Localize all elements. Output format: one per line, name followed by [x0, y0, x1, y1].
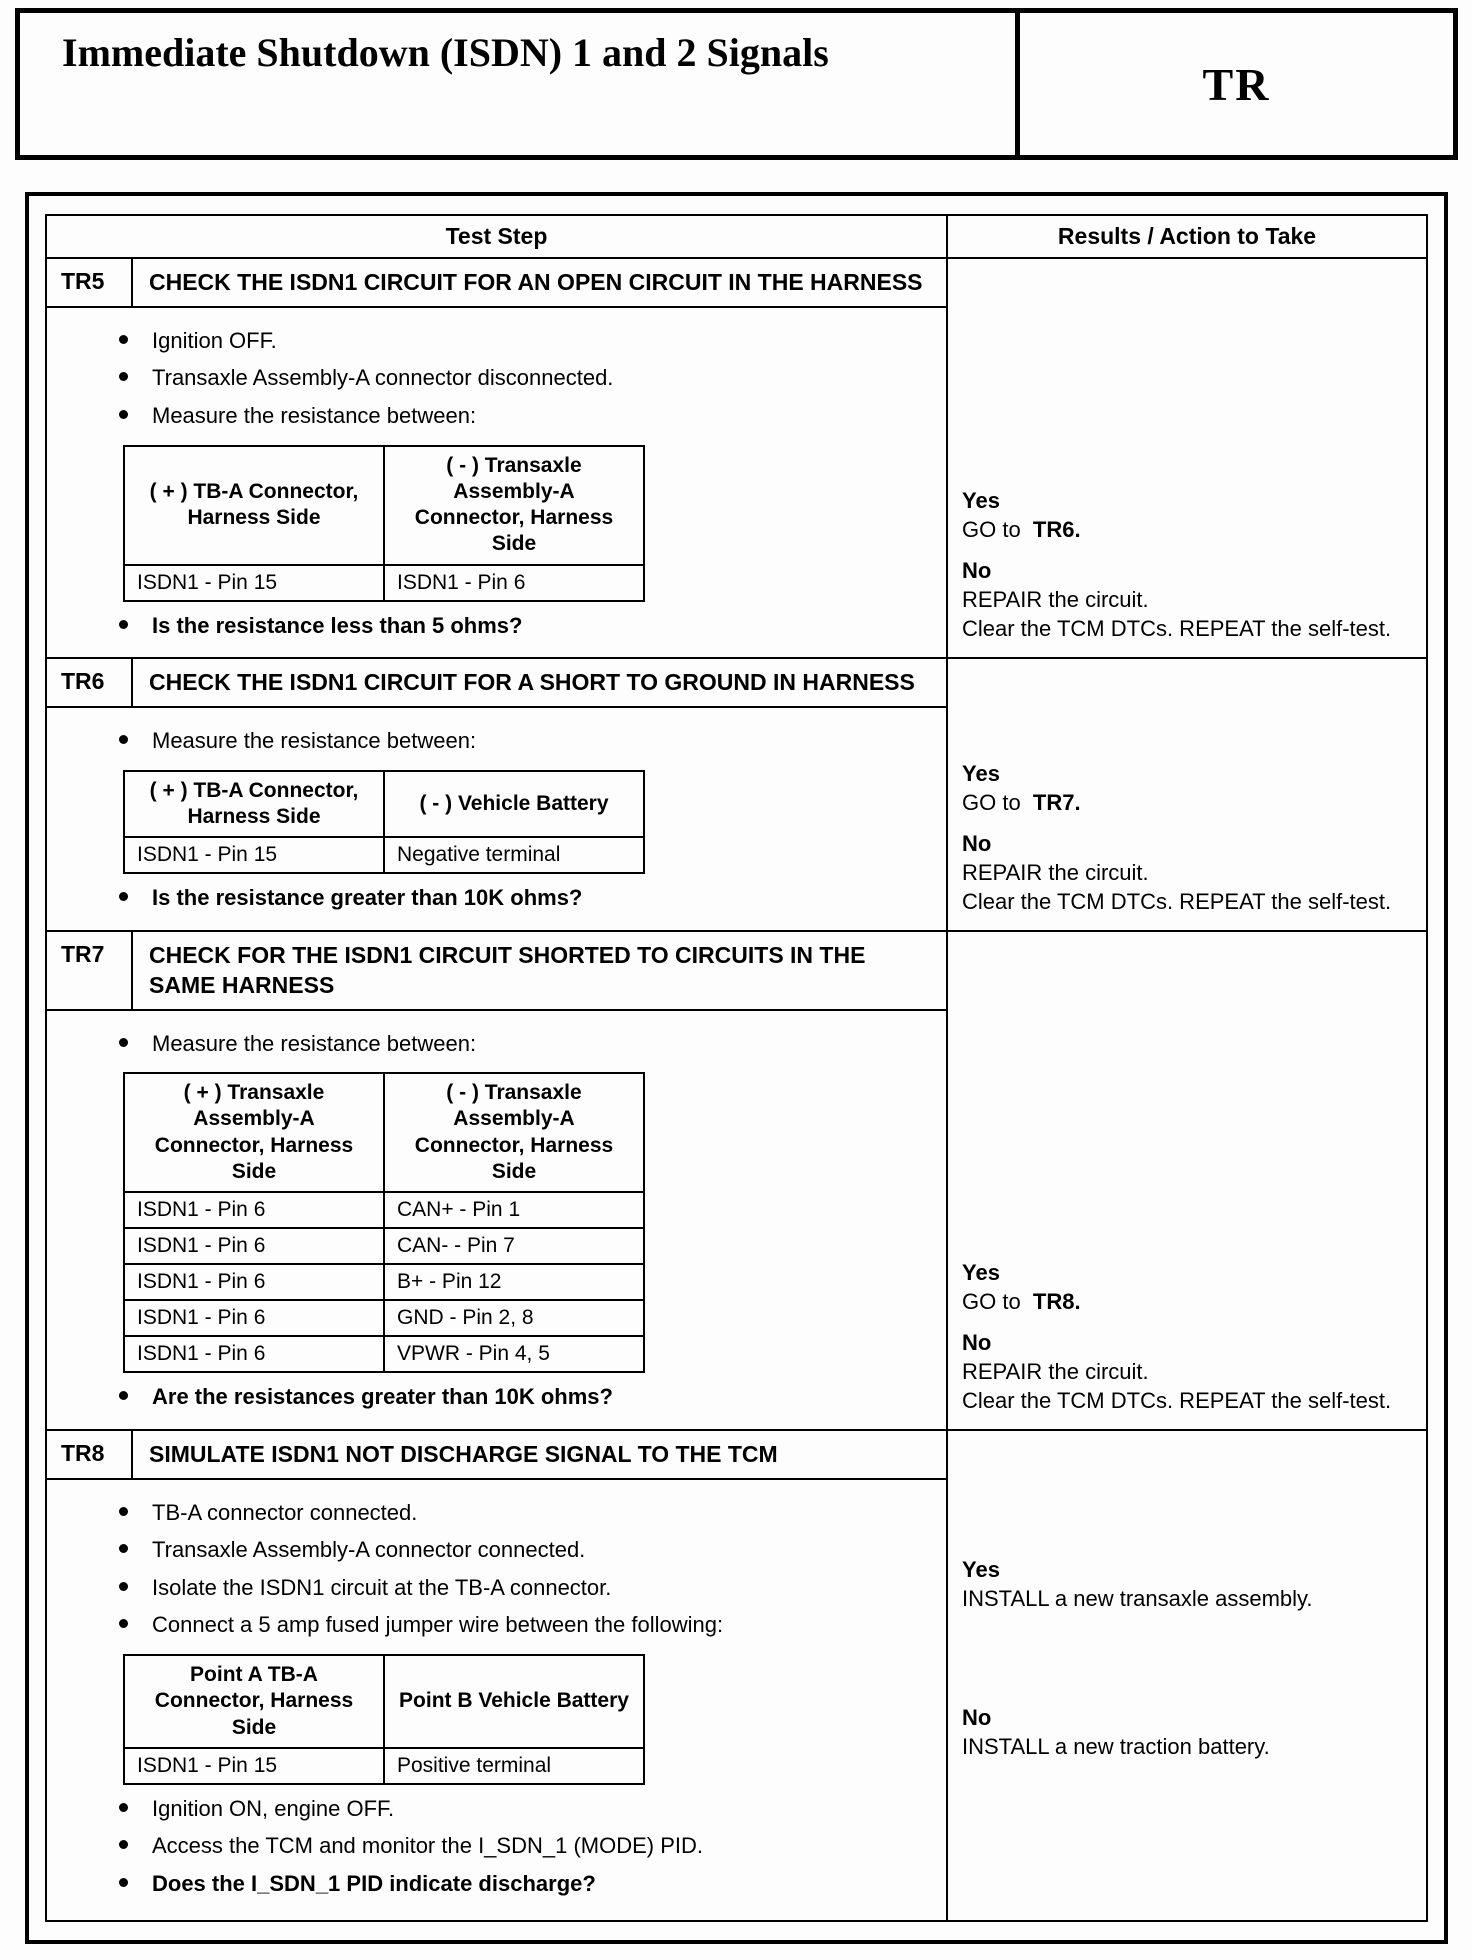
result-action: Clear the TCM DTCs. REPEAT the self-test. [962, 1387, 1392, 1413]
list-item-text: TB-A connector connected. [152, 1499, 418, 1525]
step-id: TR6 [47, 659, 133, 706]
measurement-cell: ISDN1 - Pin 15 [124, 1748, 384, 1784]
result-label: Yes [962, 488, 1000, 514]
question-text: Are the resistances greater than 10K ohms? [152, 1384, 613, 1410]
result-action-target: TR8. [1032, 1288, 1081, 1314]
test-step-cell [47, 1431, 948, 1920]
table-row [124, 1300, 644, 1336]
test-step-cell [47, 659, 948, 930]
bullet-icon [119, 620, 128, 629]
step-title: CHECK FOR THE ISDN1 CIRCUIT SHORTED TO CIRCUITS IN THE SAME HARNESS [149, 941, 866, 998]
column-header-results: Results / Action to Take [1057, 223, 1317, 249]
measurement-cell: ISDN1 - Pin 6 [124, 1336, 384, 1372]
measurement-cell: ISDN1 - Pin 6 [384, 565, 644, 601]
measurement-cell: ISDN1 - Pin 15 [124, 837, 384, 873]
measurement-cell: ISDN1 - Pin 6 [124, 1300, 384, 1336]
bullet-icon [119, 1619, 128, 1628]
list-item [47, 1574, 930, 1603]
section-code: TR [1202, 58, 1271, 110]
pinpoint-test-table [45, 214, 1428, 1922]
bullet-icon [119, 1391, 128, 1400]
step-title-bar [47, 659, 946, 708]
measurement-table [123, 1072, 645, 1373]
table-header-row [47, 216, 1426, 259]
list-item-text: Measure the resistance between: [152, 1030, 477, 1056]
list-item [47, 1030, 930, 1059]
list-item [47, 1832, 930, 1861]
test-section-tr7 [47, 932, 1426, 1431]
measurement-table [123, 770, 645, 875]
result-action: REPAIR the circuit. [962, 587, 1149, 613]
result-action: REPAIR the circuit. [962, 859, 1149, 885]
measurement-table [123, 445, 645, 602]
measurement-cell: B+ - Pin 12 [384, 1264, 644, 1300]
results-cell [948, 259, 1426, 657]
step-title: SIMULATE ISDN1 NOT DISCHARGE SIGNAL TO THE TCM [149, 1440, 778, 1467]
bullet-icon [119, 1507, 128, 1516]
column-header-test-step: Test Step [47, 216, 948, 257]
list-item-text: Transaxle Assembly-A connector disconnected. [152, 365, 614, 391]
document-header [15, 8, 1458, 160]
step-id: TR8 [47, 1431, 133, 1478]
results-cell [948, 1431, 1426, 1920]
measurement-col-header: ( + ) TB-A Connector, Harness Side [124, 446, 384, 565]
list-item [47, 1536, 930, 1565]
result-label: No [962, 558, 992, 584]
page-title: Immediate Shutdown (ISDN) 1 and 2 Signals [62, 30, 829, 75]
list-item-text: Isolate the ISDN1 circuit at the TB-A connector. [152, 1574, 612, 1600]
question-item [47, 612, 930, 641]
result-no-block [962, 829, 1412, 916]
bullet-icon [119, 1840, 128, 1849]
measurement-cell: Negative terminal [384, 837, 644, 873]
list-item [47, 327, 930, 356]
table-row [124, 771, 644, 838]
result-yes-block [962, 1258, 1412, 1316]
result-label: Yes [962, 1556, 1000, 1582]
step-title: CHECK THE ISDN1 CIRCUIT FOR A SHORT TO GROUND IN HARNESS [149, 669, 915, 696]
bullet-icon [119, 1544, 128, 1553]
measurement-cell: ISDN1 - Pin 15 [124, 565, 384, 601]
bullet-icon [119, 372, 128, 381]
list-item [47, 1499, 930, 1528]
measurement-col-header: Point A TB-A Connector, Harness Side [124, 1655, 384, 1748]
bullet-icon [119, 892, 128, 901]
step-body [47, 1011, 946, 1429]
measurement-cell: CAN- - Pin 7 [384, 1228, 644, 1264]
question-text: Does the I_SDN_1 PID indicate discharge? [152, 1871, 596, 1897]
step-title-bar [47, 1431, 946, 1480]
list-item-text: Transaxle Assembly-A connector connected. [152, 1537, 586, 1563]
step-id: TR5 [47, 259, 133, 306]
table-row [124, 1655, 644, 1748]
measurement-col-header: ( - ) Transaxle Assembly-A Connector, Harness Side [384, 446, 644, 565]
result-yes-block [962, 1555, 1412, 1613]
result-action: REPAIR the circuit. [962, 1358, 1149, 1384]
table-row [124, 1336, 644, 1372]
table-row [124, 837, 644, 873]
measurement-cell: Positive terminal [384, 1748, 644, 1784]
result-action: INSTALL a new transaxle assembly. [962, 1585, 1313, 1611]
step-body [47, 1480, 946, 1916]
table-row [124, 1748, 644, 1784]
list-item [47, 1611, 930, 1640]
bullet-icon [119, 1038, 128, 1047]
result-label: Yes [962, 1259, 1000, 1285]
bullet-icon [119, 1803, 128, 1812]
measurement-table [123, 1654, 645, 1785]
result-action-text: GO to [962, 1288, 1021, 1314]
result-action: INSTALL a new traction battery. [962, 1733, 1270, 1759]
result-action [962, 1287, 1412, 1316]
step-title-bar [47, 259, 946, 308]
bullet-icon [119, 410, 128, 419]
measurement-col-header: ( + ) TB-A Connector, Harness Side [124, 771, 384, 838]
test-section-tr8 [47, 1431, 1426, 1920]
measurement-cell: ISDN1 - Pin 6 [124, 1228, 384, 1264]
header-title-cell [20, 13, 1015, 155]
step-title: CHECK THE ISDN1 CIRCUIT FOR AN OPEN CIRCUIT IN THE HARNESS [149, 269, 923, 295]
bullet-icon [119, 1582, 128, 1591]
bullet-icon [119, 335, 128, 344]
list-item [47, 1795, 930, 1824]
step-title-bar [47, 932, 946, 1011]
result-label: Yes [962, 760, 1000, 786]
result-no-block [962, 1328, 1412, 1415]
step-body [47, 308, 946, 657]
result-label: No [962, 1329, 992, 1355]
table-row [124, 446, 644, 565]
test-step-cell [47, 259, 948, 657]
result-action: Clear the TCM DTCs. REPEAT the self-test. [962, 888, 1392, 914]
table-row [124, 1264, 644, 1300]
list-item-text: Ignition OFF. [152, 327, 277, 353]
measurement-cell: CAN+ - Pin 1 [384, 1192, 644, 1228]
test-section-tr5 [47, 259, 1426, 659]
step-body [47, 708, 946, 930]
list-item-text: Access the TCM and monitor the I_SDN_1 (MODE) PID. [152, 1833, 703, 1859]
list-item [47, 364, 930, 393]
results-cell [948, 659, 1426, 930]
result-action [962, 515, 1412, 544]
result-action-target: TR6. [1032, 517, 1081, 543]
list-item-text: Measure the resistance between: [152, 403, 477, 429]
list-item-text: Ignition ON, engine OFF. [152, 1795, 395, 1821]
result-yes-block [962, 486, 1412, 544]
header-code-cell [1015, 13, 1453, 155]
result-label: No [962, 830, 992, 856]
list-item [47, 727, 930, 756]
test-step-cell [47, 932, 948, 1429]
test-section-tr6 [47, 659, 1426, 932]
measurement-col-header: ( + ) Transaxle Assembly-A Connector, Harness Side [124, 1073, 384, 1192]
question-text: Is the resistance less than 5 ohms? [152, 612, 523, 638]
result-action: Clear the TCM DTCs. REPEAT the self-test. [962, 616, 1392, 642]
step-id: TR7 [47, 932, 133, 1009]
measurement-cell: GND - Pin 2, 8 [384, 1300, 644, 1336]
result-label: No [962, 1704, 992, 1730]
result-no-block [962, 1703, 1412, 1761]
results-cell [948, 932, 1426, 1429]
result-action-target: TR7. [1032, 789, 1081, 815]
table-row [124, 1073, 644, 1192]
list-item-text: Connect a 5 amp fused jumper wire between the following: [152, 1612, 724, 1638]
question-item [47, 1383, 930, 1412]
list-item [47, 402, 930, 431]
measurement-col-header: ( - ) Transaxle Assembly-A Connector, Harness Side [384, 1073, 644, 1192]
measurement-col-header: Point B Vehicle Battery [384, 1655, 644, 1748]
table-frame [25, 192, 1448, 1944]
result-action-text: GO to [962, 789, 1021, 815]
measurement-cell: ISDN1 - Pin 6 [124, 1192, 384, 1228]
table-row [124, 1228, 644, 1264]
bullet-icon [119, 735, 128, 744]
table-row [124, 1192, 644, 1228]
result-no-block [962, 556, 1412, 643]
table-row [124, 565, 644, 601]
question-item [47, 884, 930, 913]
list-item-text: Measure the resistance between: [152, 728, 477, 754]
measurement-cell: ISDN1 - Pin 6 [124, 1264, 384, 1300]
measurement-cell: VPWR - Pin 4, 5 [384, 1336, 644, 1372]
question-text: Is the resistance greater than 10K ohms? [152, 885, 583, 911]
bullet-icon [119, 1878, 128, 1887]
result-action-text: GO to [962, 517, 1021, 543]
result-action [962, 788, 1412, 817]
result-yes-block [962, 759, 1412, 817]
question-item [47, 1870, 930, 1899]
measurement-col-header: ( - ) Vehicle Battery [384, 771, 644, 838]
